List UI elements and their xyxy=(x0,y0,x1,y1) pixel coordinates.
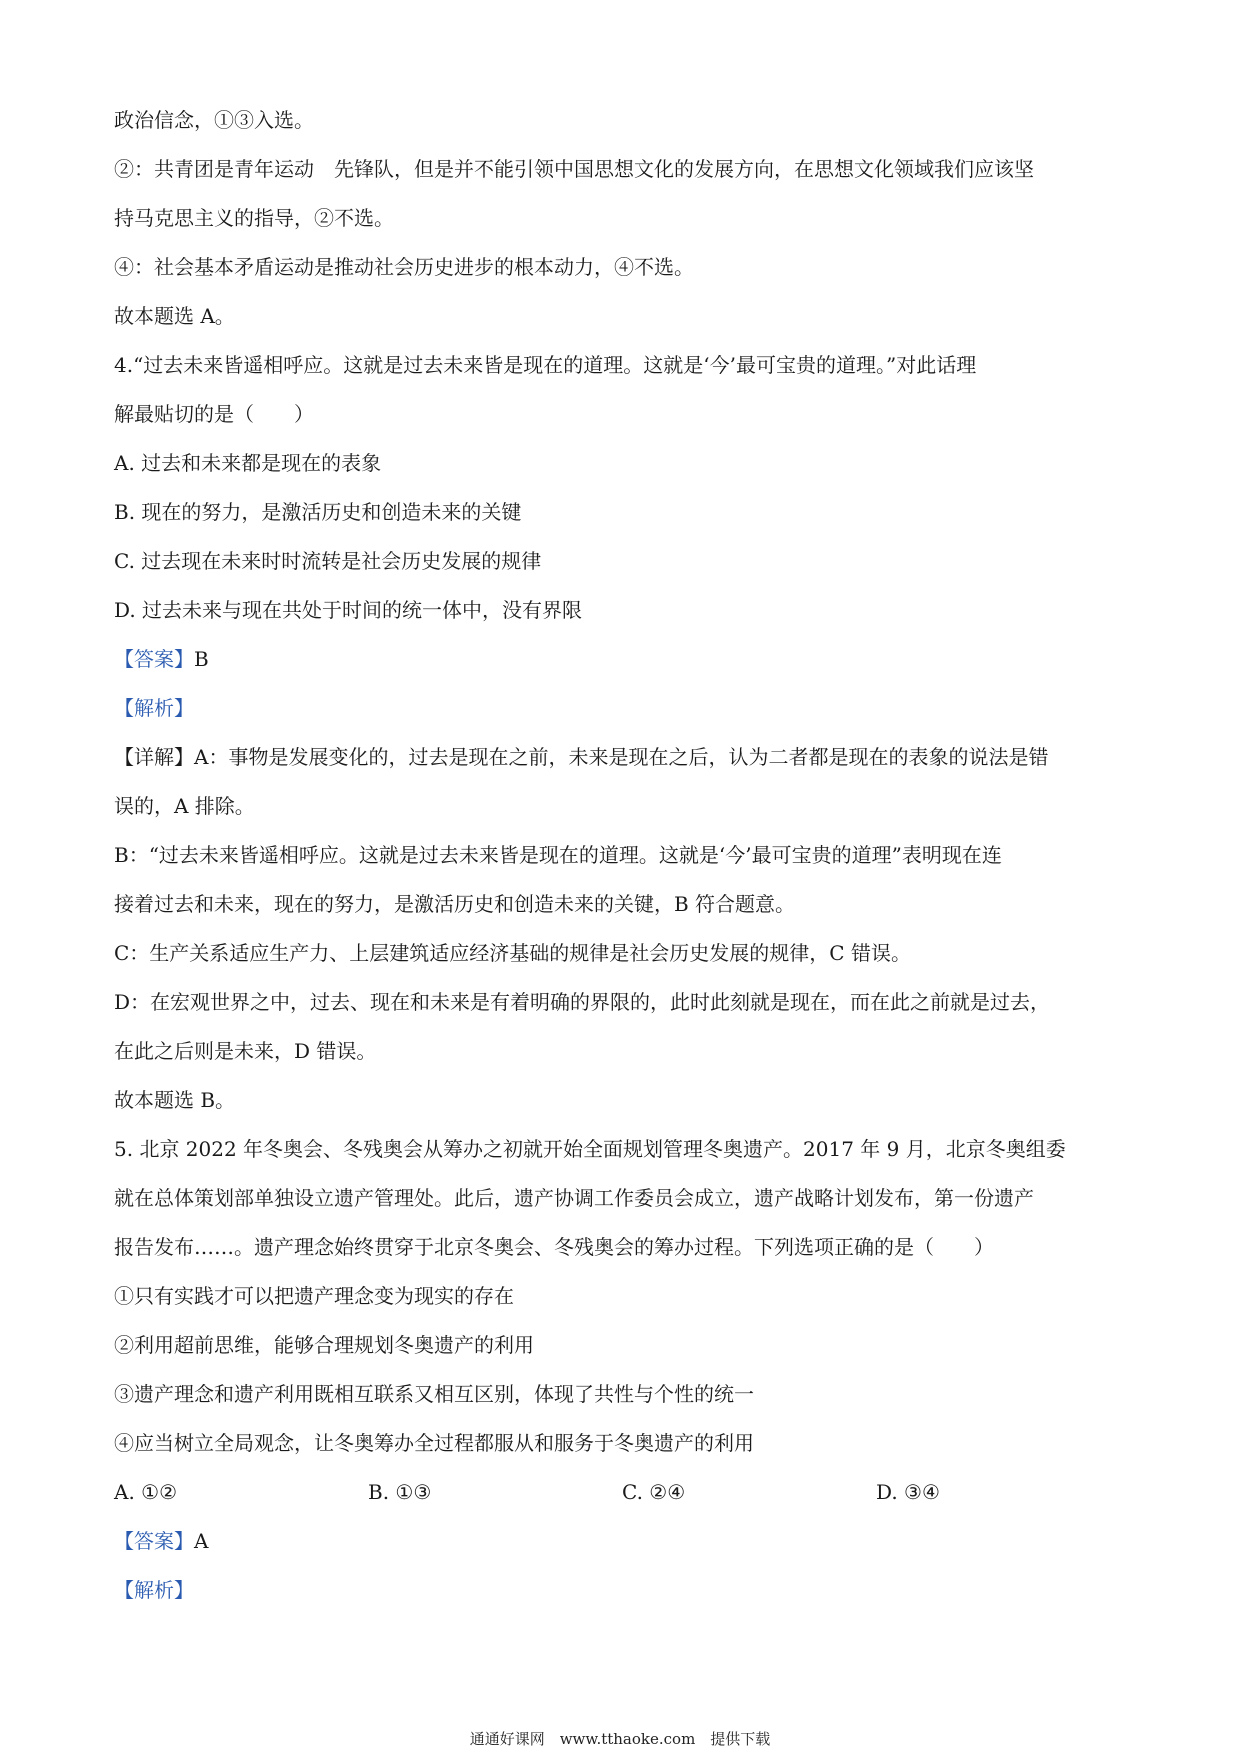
answer-value: A xyxy=(194,1529,209,1553)
q4-answer xyxy=(114,635,1134,684)
q5-option-c: C. ②④ xyxy=(622,1480,686,1504)
q3-analysis-line: ④：社会基本矛盾运动是推动社会历史进步的根本动力，④不选。 xyxy=(114,255,694,279)
q5-analysis-heading xyxy=(114,1566,1134,1615)
q5-stem: 报告发布……。遗产理念始终贯穿于北京冬奥会、冬残奥会的筹办过程。下列选项正确的是（ ） xyxy=(114,1235,994,1259)
q4-detail-line: 误的，A 排除。 xyxy=(114,794,255,818)
answer-value: B xyxy=(194,647,209,671)
answer-tag: 【答案】 xyxy=(114,647,194,671)
q4-stem: 解最贴切的是（ ） xyxy=(114,402,314,426)
q3-analysis-line: 持马克思主义的指导，②不选。 xyxy=(114,206,394,230)
q4-option-d: D. 过去未来与现在共处于时间的统一体中，没有界限 xyxy=(114,598,583,622)
q4-option-b: B. 现在的努力，是激活历史和创造未来的关键 xyxy=(114,500,522,524)
q4-detail-line: B：“过去未来皆遥相呼应。这就是过去未来皆是现在的道理。这就是‘今’最可宝贵的道理”表明现在连 xyxy=(114,843,1002,867)
q5-statement-3: ③遗产理念和遗产利用既相互联系又相互区别，体现了共性与个性的统一 xyxy=(114,1382,754,1406)
analysis-tag: 【解析】 xyxy=(114,696,194,720)
page-footer: 通通好课网 www.tthaoke.com 提供下载 xyxy=(469,1730,771,1748)
q3-analysis-line: 政治信念，①③入选。 xyxy=(114,108,314,132)
q5-statement-4: ④应当树立全局观念，让冬奥筹办全过程都服从和服务于冬奥遗产的利用 xyxy=(114,1431,754,1455)
q4-detail-line: 在此之后则是未来，D 错误。 xyxy=(114,1039,377,1063)
q5-statement-2: ②利用超前思维，能够合理规划冬奥遗产的利用 xyxy=(114,1333,534,1357)
q4-option-c: C. 过去现在未来时时流转是社会历史发展的规律 xyxy=(114,549,542,573)
q3-conclusion: 故本题选 A。 xyxy=(114,304,235,328)
q5-option-d: D. ③④ xyxy=(876,1480,940,1504)
q5-answer xyxy=(114,1517,1134,1566)
analysis-tag: 【解析】 xyxy=(114,1578,194,1602)
q4-analysis-heading xyxy=(114,684,1134,733)
q5-statement-1: ①只有实践才可以把遗产理念变为现实的存在 xyxy=(114,1284,514,1308)
q5-stem: 就在总体策划部单独设立遗产管理处。此后，遗产协调工作委员会成立，遗产战略计划发布，第一份遗产 xyxy=(114,1186,1034,1210)
q4-detail-line: 【详解】A：事物是发展变化的，过去是现在之前，未来是现在之后，认为二者都是现在的表象的说法是错 xyxy=(114,745,1049,769)
q4-detail-line: 接着过去和未来，现在的努力，是激活历史和创造未来的关键，B 符合题意。 xyxy=(114,892,796,916)
document-page xyxy=(114,96,1134,1615)
q4-stem: 4.“过去未来皆遥相呼应。这就是过去未来皆是现在的道理。这就是‘今’最可宝贵的道理。”对此话理 xyxy=(114,353,977,377)
q5-option-a: A. ①② xyxy=(114,1480,178,1504)
q5-options xyxy=(114,1468,1134,1517)
q4-detail-line: C：生产关系适应生产力、上层建筑适应经济基础的规律是社会历史发展的规律，C 错误。 xyxy=(114,941,911,965)
q5-option-b: B. ①③ xyxy=(368,1480,432,1504)
q4-option-a: A. 过去和未来都是现在的表象 xyxy=(114,451,382,475)
q5-stem: 5. 北京 2022 年冬奥会、冬残奥会从筹办之初就开始全面规划管理冬奥遗产。2017 年 9 月，北京冬奥组委 xyxy=(114,1137,1066,1161)
q3-analysis-line: ②：共青团是青年运动 先锋队，但是并不能引领中国思想文化的发展方向，在思想文化领域我们应该坚 xyxy=(114,157,1034,181)
q4-detail-line: D：在宏观世界之中，过去、现在和未来是有着明确的界限的，此时此刻就是现在，而在此之前就是过去， xyxy=(114,990,1051,1014)
answer-tag: 【答案】 xyxy=(114,1529,194,1553)
q4-conclusion: 故本题选 B。 xyxy=(114,1088,236,1112)
